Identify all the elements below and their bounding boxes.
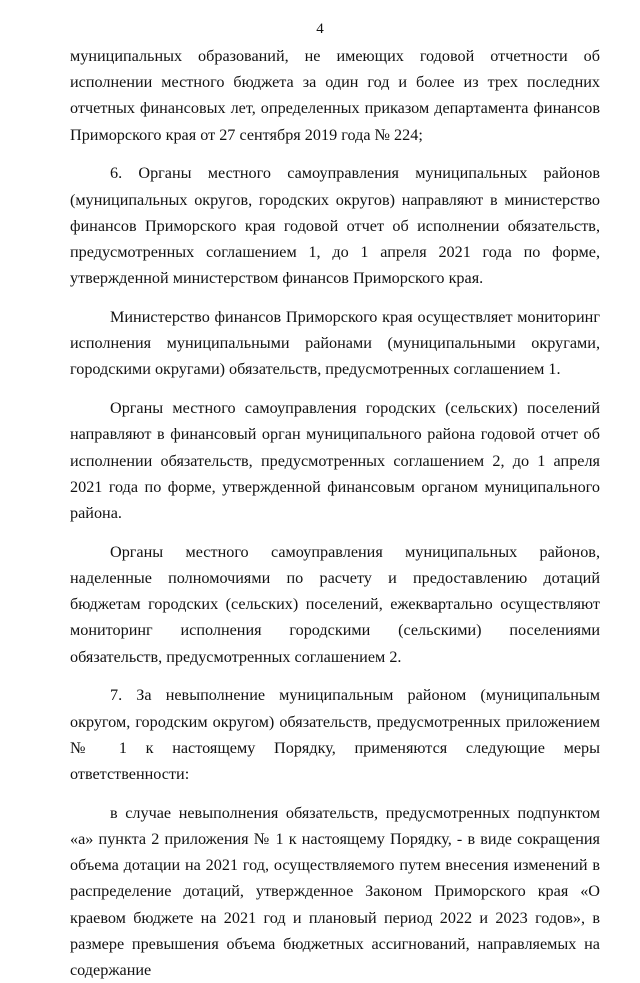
paragraph-continuation: муниципальных образований, не имеющих годовой отчетности об исполнении местного бюджета за один год и более из трех последних отчетных финансовых лет, определенных приказом департамента финансов Приморского края от 27 сентября 2019 года № 224; <box>70 47 600 144</box>
paragraph-settlements-report: Органы местного самоуправления городских (сельских) поселений направляют в финансовый орган муниципального района годовой отчет об исполнении обязательств, предусмотренных соглашением 2, до 1 апреля 2021 года по форме, утвержденной финансовым органом муниципального района. <box>70 399 600 523</box>
document-body <box>70 43 600 983</box>
paragraph-ministry-monitoring: Министерство финансов Приморского края осуществляет мониторинг исполнения муниципальными районами (муниципальными округами, городскими округами) обязательств, предусмотренных соглашением 1. <box>70 308 600 379</box>
page-number: 4 <box>316 21 324 37</box>
paragraph-item-6: 6. Органы местного самоуправления муниципальных районов (муниципальных округов, городских округов) направляют в министерство финансов Приморского края годовой отчет об исполнении обязательств, предусмотренных соглашением 1, до 1 апреля 2021 года по форме, утвержденной министерством финансов Приморского края. <box>70 164 600 288</box>
paragraph-penalty-case: в случае невыполнения обязательств, предусмотренных подпунктом «а» пункта 2 приложения № 1 к настоящему Порядку, - в виде сокращения объема дотации на 2021 год, осуществляемого путем внесения изменений в распределение дотаций, утвержденное Законом Приморского края «О краевом бюджете на 2021 год и плановый период 2022 и 2023 годов», в размере превышения объема бюджетных ассигнований, направляемых на содержание <box>70 803 600 980</box>
paragraph-districts-monitoring: Органы местного самоуправления муниципальных районов, наделенные полномочиями по расчету и предоставлению дотаций бюджетам городских (сельских) поселений, ежеквартально осуществляют мониторинг исполнения городскими (сельскими) поселениями обязательств, предусмотренных соглашением 2. <box>70 542 600 666</box>
paragraph-item-7: 7. За невыполнение муниципальным районом (муниципальным округом, городским округом) обязательств, предусмотренных приложением № 1 к настоящему Порядку, применяются следующие меры ответственности: <box>70 686 600 784</box>
